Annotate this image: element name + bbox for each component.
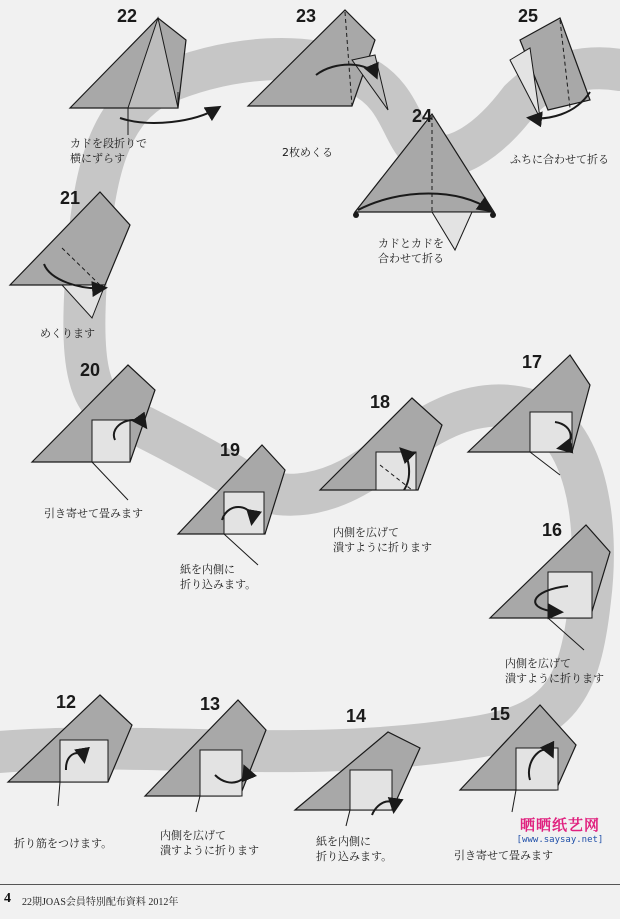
footer-text: 22期JOAS会員特別配布資料 2012年 — [22, 897, 179, 908]
step-caption: 内側を広げて 潰すように折ります — [160, 829, 259, 857]
step-caption: 内側を広げて 潰すように折ります — [505, 657, 604, 685]
page-footer — [0, 884, 620, 919]
step-number: 20 — [80, 360, 101, 380]
step-number: 21 — [60, 188, 81, 208]
watermark — [505, 814, 615, 845]
dot-marker-icon — [490, 212, 496, 218]
step-number: 24 — [412, 106, 433, 126]
step-number: 13 — [200, 694, 221, 714]
step-caption: ふちに合わせて折る — [510, 153, 609, 166]
step-caption: 引き寄せて畳みます — [454, 849, 553, 862]
watermark-url: [www.saysay.net] — [516, 835, 604, 845]
step-caption: 紙を内側に 折り込みます。 — [180, 563, 257, 591]
step-number: 19 — [220, 440, 241, 460]
watermark-title: 晒晒纸艺网 — [519, 816, 600, 834]
step-number: 14 — [346, 706, 367, 726]
step-number: 15 — [490, 704, 511, 724]
step-number: 17 — [522, 352, 543, 372]
step-number: 18 — [370, 392, 391, 412]
step-caption: 引き寄せて畳みます — [44, 507, 143, 520]
step-caption: 2枚めくる — [282, 146, 333, 159]
dot-marker-icon — [353, 212, 359, 218]
step-caption: めくります — [40, 327, 95, 340]
step-caption: 内側を広げて 潰すように折ります — [333, 526, 432, 554]
step-caption: 紙を内側に 折り込みます。 — [316, 835, 393, 863]
step-number: 23 — [296, 6, 317, 26]
page-number: 4 — [4, 891, 11, 906]
step-number: 12 — [56, 692, 77, 712]
step-caption: カドを段折りで 横にずらす — [70, 137, 147, 165]
step-number: 16 — [542, 520, 563, 540]
step-number: 25 — [518, 6, 539, 26]
step-caption: カドとカドを 合わせて折る — [378, 237, 444, 265]
step-caption: 折り筋をつけます。 — [14, 837, 113, 850]
step-number: 22 — [117, 6, 138, 26]
